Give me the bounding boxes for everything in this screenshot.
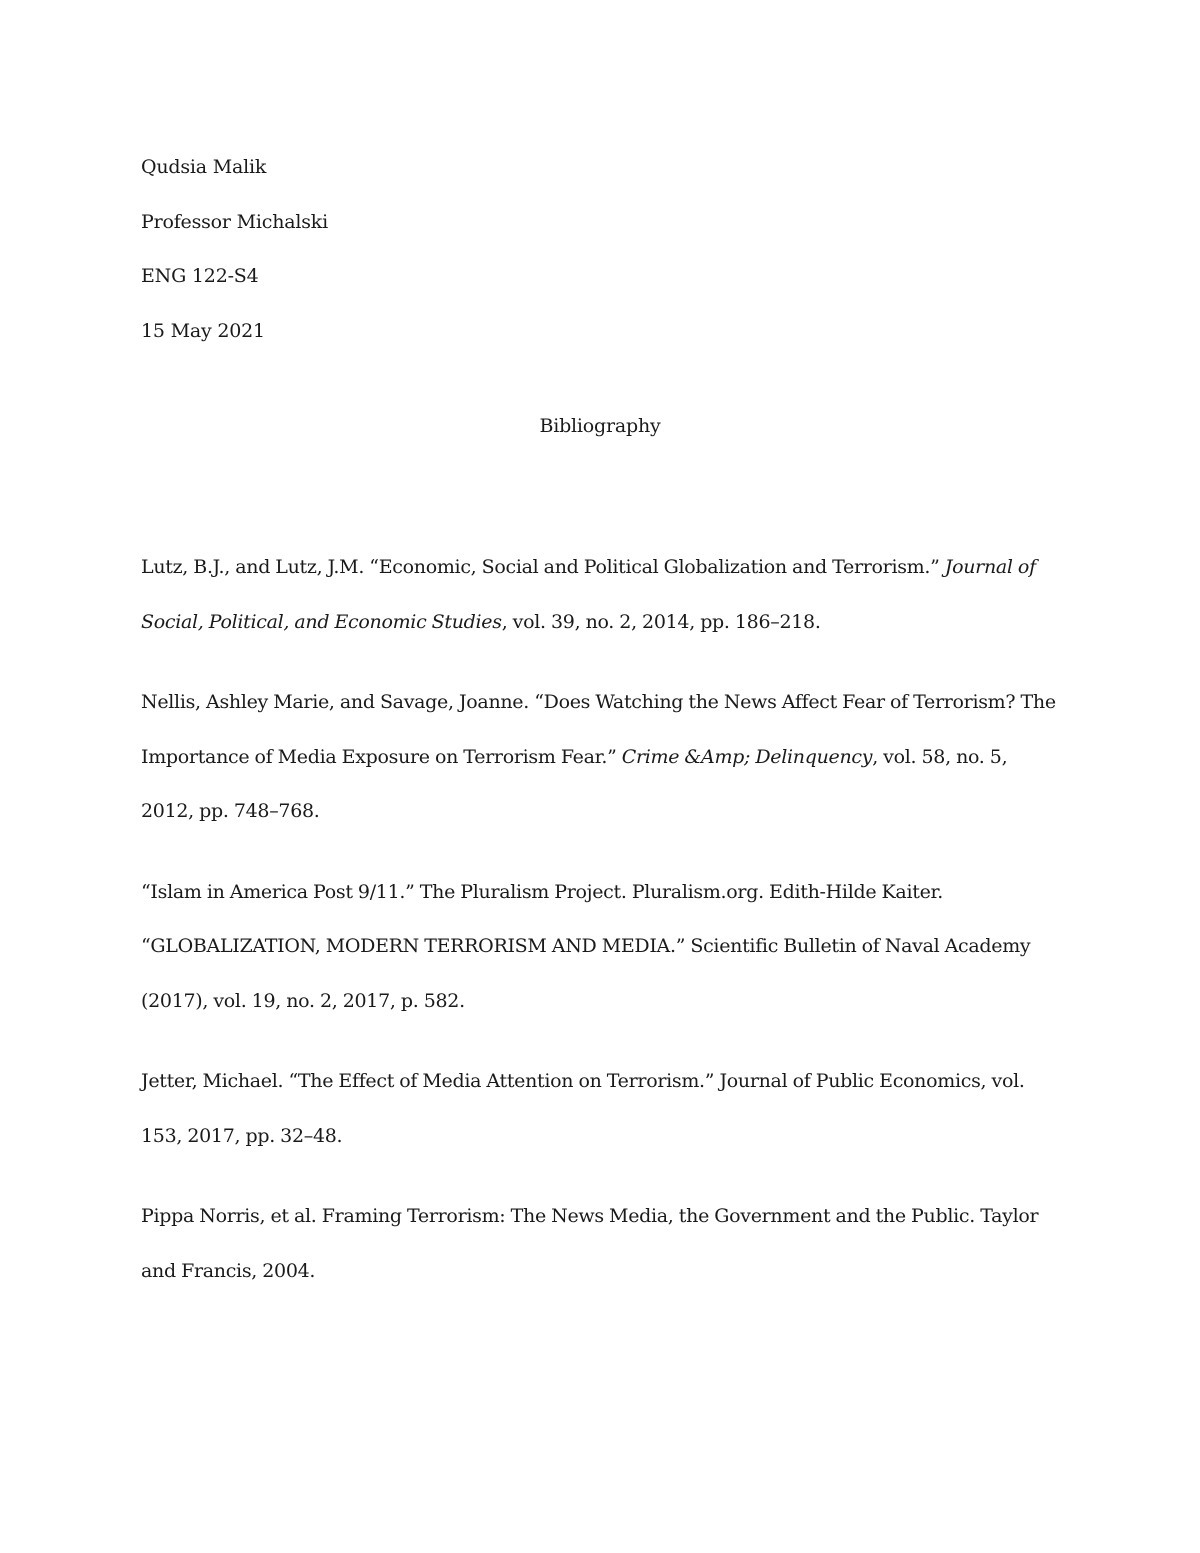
professor-name: Professor Michalski [141, 210, 328, 233]
entry-details: , vol. 58, no. 5, 2012, pp. 748–768. [141, 745, 1008, 822]
entry-text: “Islam in America Post 9/11.” The Pluralism Project. Pluralism.org. Edith-Hilde Kaiter. “GLOBALIZATION, MODERN TERRORISM AND MEDIA.” Scientific Bulletin of Naval Academy (2017), vol. 19, no. 2, 2017, p. 582. [141, 880, 1031, 1012]
entry-text: Nellis, Ashley Marie, and Savage, Joanne. “Does Watching the News Affect Fear of Terrorism? The Importance of Media Exposure on Terrorism Fear.” [141, 691, 1056, 768]
bibliography-entry [141, 675, 1059, 839]
entry-details: , vol. 39, no. 2, 2014, pp. 186–218. [501, 610, 821, 633]
document-date: 15 May 2021 [141, 319, 265, 342]
entry-journal-title: Journal of Social, Political, and Economic Studies [141, 556, 1036, 633]
bibliography-entry [141, 1189, 1059, 1298]
page-title: Bibliography [539, 415, 661, 437]
bibliography-entry [141, 865, 1059, 1029]
entry-text: Lutz, B.J., and Lutz, J.M. “Economic, Social and Political Globalization and Terrorism.” [141, 556, 945, 578]
entry-text: Pippa Norris, et al. Framing Terrorism: The News Media, the Government and the Public. Taylor and Francis, 2004. [141, 1205, 1039, 1282]
bibliography-entry [141, 540, 1059, 649]
course-code: ENG 122-S4 [141, 265, 259, 287]
entry-journal-title: Crime &Amp; Delinquency [621, 745, 873, 768]
entry-text: Jetter, Michael. “The Effect of Media Attention on Terrorism.” Journal of Public Economics, vol. 153, 2017, pp. 32–48. [141, 1070, 1025, 1147]
bibliography-entry [141, 1054, 1059, 1163]
document-header [141, 140, 1061, 358]
student-name: Qudsia Malik [141, 156, 267, 178]
bibliography-list [141, 540, 1059, 1324]
